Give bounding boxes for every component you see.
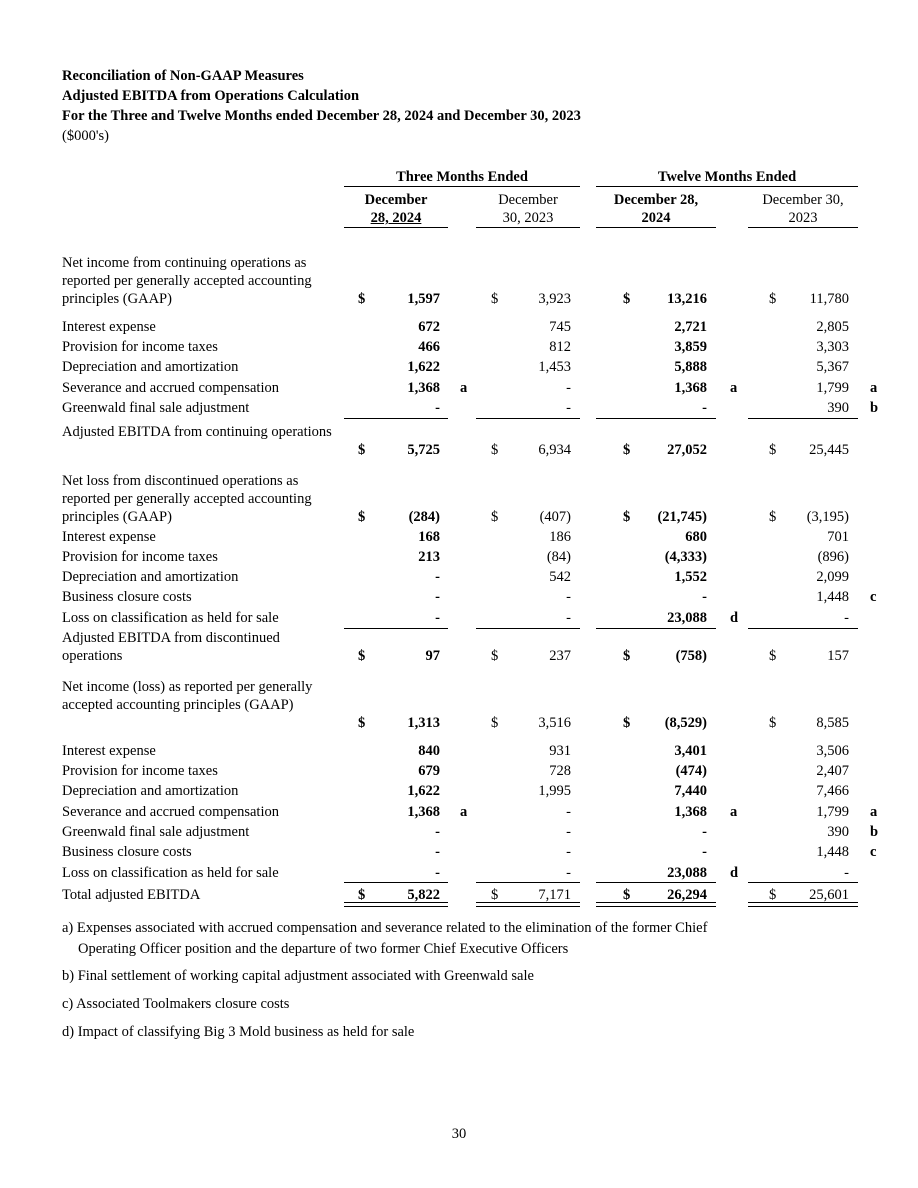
dollar-sign: $	[623, 648, 631, 664]
dollar-sign: $	[769, 648, 777, 664]
group-three-underline	[344, 186, 580, 187]
footnote-b: b) Final settlement of working capital adjustment associated with Greenwald sale	[62, 968, 534, 984]
row-value-col1: 5,822	[407, 887, 440, 903]
dollar-sign: $	[491, 715, 499, 731]
footnote-marker: c	[870, 589, 877, 605]
row-value-col2: -	[566, 589, 571, 605]
row-value-col4: 2,407	[816, 763, 849, 779]
row-value-col3: 26,294	[667, 887, 707, 903]
row-value-col1: -	[435, 865, 440, 881]
col3-header-line1: December 28,	[613, 192, 699, 208]
row-value-col1: 672	[418, 319, 440, 335]
row-value-col4: 3,506	[816, 743, 849, 759]
row-value-col1: 1,597	[407, 291, 440, 307]
row-value-col1: -	[435, 844, 440, 860]
row-value-col4: -	[844, 865, 849, 881]
footnote-a-line2: Operating Officer position and the departure of two former Chief Executive Officers	[78, 941, 569, 957]
dollar-sign: $	[358, 442, 366, 458]
total-double-rule-d	[748, 902, 858, 907]
row-label: Net income from continuing operations as reported per generally accepted accounting principles (GAAP)	[62, 255, 312, 307]
dollar-sign: $	[358, 509, 366, 525]
row-value-col3: 1,368	[674, 804, 707, 820]
row-value-col3: 7,440	[674, 783, 707, 799]
row-value-col1: 679	[418, 763, 440, 779]
total-rule-top-a	[344, 882, 448, 883]
row-value-col4: 390	[827, 824, 849, 840]
row-value-col3: -	[702, 400, 707, 416]
row-value-col3: 27,052	[667, 442, 707, 458]
row-label: Loss on classification as held for sale	[62, 865, 279, 881]
group-twelve-underline	[596, 186, 858, 187]
row-value-col4: 8,585	[816, 715, 849, 731]
subtotal-rule-2c	[596, 628, 716, 629]
total-rule-top-d	[748, 882, 858, 883]
row-value-col4: 5,367	[816, 359, 849, 375]
row-label: Provision for income taxes	[62, 763, 218, 779]
row-label: Depreciation and amortization	[62, 569, 239, 585]
row-label: Adjusted EBITDA from discontinued operations	[62, 630, 280, 664]
row-value-col4: 1,799	[816, 804, 849, 820]
row-label: Greenwald final sale adjustment	[62, 400, 250, 416]
footnote-marker: d	[730, 610, 739, 626]
row-value-col4: 11,780	[809, 291, 849, 307]
col4-header-line2: 2023	[788, 210, 818, 226]
footnote-marker: a	[870, 804, 878, 820]
footnote-c: c) Associated Toolmakers closure costs	[62, 996, 290, 1012]
row-value-col4: 25,445	[809, 442, 849, 458]
row-label: Net loss from discontinued operations as reported per generally accepted accounting principles (GAAP)	[62, 473, 312, 525]
row-label: Provision for income taxes	[62, 339, 218, 355]
row-label: Depreciation and amortization	[62, 359, 239, 375]
row-value-col4: 1,799	[816, 380, 849, 396]
subtotal-rule-1d	[748, 418, 858, 419]
row-value-col4: 701	[827, 529, 849, 545]
row-value-col2: (84)	[546, 549, 571, 565]
report-header	[62, 66, 581, 146]
row-value-col2: 728	[549, 763, 571, 779]
row-value-col4: 25,601	[809, 887, 849, 903]
col4-header	[748, 191, 858, 227]
dollar-sign: $	[623, 509, 631, 525]
row-value-col1: (284)	[408, 509, 440, 525]
row-value-col4: 7,466	[816, 783, 849, 799]
row-value-col3: (474)	[675, 763, 707, 779]
row-value-col3: 13,216	[667, 291, 707, 307]
row-value-col3: 680	[685, 529, 707, 545]
dollar-sign: $	[358, 715, 366, 731]
dollar-sign: $	[623, 442, 631, 458]
row-value-col4: 2,805	[816, 319, 849, 335]
dollar-sign: $	[769, 715, 777, 731]
dollar-sign: $	[491, 442, 499, 458]
row-value-col2: 812	[549, 339, 571, 355]
row-value-col2: -	[566, 844, 571, 860]
footnote-marker: a	[460, 804, 468, 820]
row-value-col4: 1,448	[816, 589, 849, 605]
dollar-sign: $	[491, 648, 499, 664]
row-value-col3: (4,333)	[664, 549, 707, 565]
row-value-col2: 186	[549, 529, 571, 545]
col1-header-line2: 28, 2024	[370, 210, 422, 226]
dollar-sign: $	[358, 648, 366, 664]
row-value-col3: 23,088	[667, 865, 707, 881]
row-value-col3: (21,745)	[657, 509, 707, 525]
row-value-col2: 237	[549, 648, 571, 664]
report-subtitle: Adjusted EBITDA from Operations Calculation	[62, 88, 360, 104]
dollar-sign: $	[491, 887, 499, 903]
col2-header	[476, 191, 580, 227]
row-value-col4: -	[844, 610, 849, 626]
total-double-rule-c	[596, 902, 716, 907]
row-value-col1: 213	[418, 549, 440, 565]
row-value-col1: -	[435, 589, 440, 605]
report-period: For the Three and Twelve Months ended December 28, 2024 and December 30, 2023	[62, 108, 581, 124]
footnote-a-line1: a) Expenses associated with accrued compensation and severance related to the elimination of the former Chief	[62, 920, 708, 936]
dollar-sign: $	[623, 887, 631, 903]
row-value-col1: 1,313	[407, 715, 440, 731]
row-value-col4: (896)	[817, 549, 849, 565]
row-value-col3: 3,401	[674, 743, 707, 759]
row-value-col2: -	[566, 610, 571, 626]
row-value-col4: (3,195)	[806, 509, 849, 525]
row-value-col2: 931	[549, 743, 571, 759]
row-value-col3: 23,088	[667, 610, 707, 626]
row-value-col2: 745	[549, 319, 571, 335]
row-value-col4: 3,303	[816, 339, 849, 355]
col3-header-rule	[596, 227, 716, 228]
footnote-marker: d	[730, 865, 739, 881]
row-value-col1: 466	[418, 339, 440, 355]
row-value-col3: (758)	[675, 648, 707, 664]
group-three-months: Three Months Ended	[396, 169, 528, 185]
footnote-marker: c	[870, 844, 877, 860]
subtotal-rule-2a	[344, 628, 448, 629]
row-value-col3: (8,529)	[664, 715, 707, 731]
dollar-sign: $	[769, 887, 777, 903]
row-label: Depreciation and amortization	[62, 783, 239, 799]
row-value-col1: 1,368	[407, 380, 440, 396]
row-value-col3: 1,552	[674, 569, 707, 585]
row-value-col2: -	[566, 400, 571, 416]
total-rule-top-c	[596, 882, 716, 883]
row-label: Greenwald final sale adjustment	[62, 824, 250, 840]
row-value-col2: 3,923	[538, 291, 571, 307]
footnote-marker: b	[870, 400, 879, 416]
total-rule-top-b	[476, 882, 580, 883]
row-label: Net income (loss) as reported per generally accepted accounting principles (GAAP)	[62, 679, 313, 713]
row-label: Adjusted EBITDA from continuing operations	[62, 424, 332, 440]
row-value-col3: -	[702, 844, 707, 860]
dollar-sign: $	[623, 291, 631, 307]
row-label: Interest expense	[62, 319, 156, 335]
row-value-col4: 1,448	[816, 844, 849, 860]
dollar-sign: $	[358, 291, 366, 307]
row-value-col2: 1,995	[538, 783, 571, 799]
row-value-col2: (407)	[539, 509, 571, 525]
col1-header-rule	[344, 227, 448, 228]
row-label: Provision for income taxes	[62, 549, 218, 565]
footnote-marker: b	[870, 824, 879, 840]
dollar-sign: $	[491, 291, 499, 307]
row-label: Total adjusted EBITDA	[62, 887, 201, 903]
subtotal-rule-2d	[748, 628, 858, 629]
row-value-col1: 1,622	[407, 783, 440, 799]
row-value-col1: -	[435, 569, 440, 585]
subtotal-rule-1a	[344, 418, 448, 419]
dollar-sign: $	[623, 715, 631, 731]
col4-header-line1: December 30,	[762, 192, 844, 208]
page-number: 30	[451, 1126, 467, 1142]
row-value-col2: -	[566, 380, 571, 396]
row-value-col3: 1,368	[674, 380, 707, 396]
row-value-col2: 3,516	[538, 715, 571, 731]
row-value-col3: 3,859	[674, 339, 707, 355]
report-title: Reconciliation of Non-GAAP Measures	[62, 68, 304, 84]
col2-header-line2: 30, 2023	[502, 210, 554, 226]
subtotal-rule-1b	[476, 418, 580, 419]
row-value-col1: 97	[425, 648, 440, 664]
subtotal-rule-2b	[476, 628, 580, 629]
group-twelve-months: Twelve Months Ended	[657, 169, 797, 185]
total-double-rule-b	[476, 902, 580, 907]
footnote-d: d) Impact of classifying Big 3 Mold business as held for sale	[62, 1024, 415, 1040]
row-value-col2: -	[566, 804, 571, 820]
col1-header	[344, 191, 448, 227]
row-label: Interest expense	[62, 529, 156, 545]
row-value-col2: 7,171	[538, 887, 571, 903]
footnote-marker: a	[730, 380, 738, 396]
row-label: Loss on classification as held for sale	[62, 610, 279, 626]
dollar-sign: $	[358, 887, 366, 903]
total-double-rule-a	[344, 902, 448, 907]
footnote-marker: a	[870, 380, 878, 396]
row-value-col1: 840	[418, 743, 440, 759]
row-value-col1: 1,368	[407, 804, 440, 820]
row-value-col4: 390	[827, 400, 849, 416]
col1-header-line1: December	[364, 192, 428, 208]
footnote-marker: a	[730, 804, 738, 820]
row-label: Interest expense	[62, 743, 156, 759]
row-value-col2: -	[566, 824, 571, 840]
row-label: Business closure costs	[62, 589, 192, 605]
footnote-marker: a	[460, 380, 468, 396]
row-label: Severance and accrued compensation	[62, 804, 279, 820]
row-value-col2: 6,934	[538, 442, 571, 458]
row-value-col4: 157	[827, 648, 849, 664]
row-value-col3: -	[702, 589, 707, 605]
row-value-col1: 5,725	[407, 442, 440, 458]
row-value-col1: -	[435, 400, 440, 416]
row-value-col3: 2,721	[674, 319, 707, 335]
row-value-col3: 5,888	[674, 359, 707, 375]
dollar-sign: $	[769, 509, 777, 525]
col2-header-line1: December	[498, 192, 558, 208]
row-value-col1: -	[435, 824, 440, 840]
dollar-sign: $	[491, 509, 499, 525]
row-value-col1: 1,622	[407, 359, 440, 375]
col3-header-line2: 2024	[641, 210, 671, 226]
dollar-sign: $	[769, 291, 777, 307]
col4-header-rule	[748, 227, 858, 228]
row-value-col2: -	[566, 865, 571, 881]
report-units: ($000's)	[62, 128, 109, 144]
row-value-col1: -	[435, 610, 440, 626]
row-value-col4: 2,099	[816, 569, 849, 585]
row-value-col2: 542	[549, 569, 571, 585]
row-value-col1: 168	[418, 529, 440, 545]
col3-header	[596, 191, 716, 227]
subtotal-rule-1c	[596, 418, 716, 419]
row-value-col2: 1,453	[538, 359, 571, 375]
dollar-sign: $	[769, 442, 777, 458]
col2-header-rule	[476, 227, 580, 228]
row-value-col3: -	[702, 824, 707, 840]
row-label: Severance and accrued compensation	[62, 380, 279, 396]
row-label: Business closure costs	[62, 844, 192, 860]
